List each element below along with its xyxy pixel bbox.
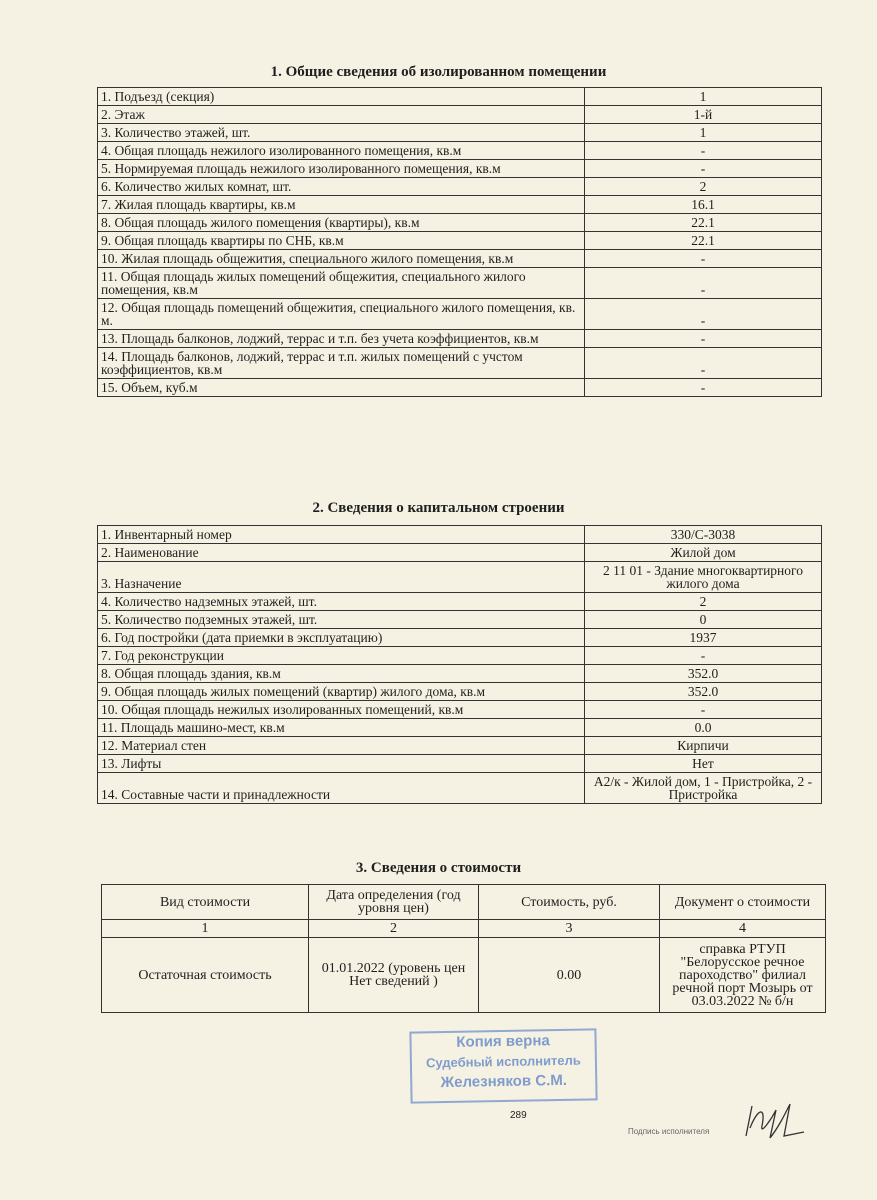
- header-cost-type: Вид стоимости: [102, 885, 309, 920]
- section2-title: 2. Сведения о капитальном строении: [312, 500, 565, 516]
- table-row: [98, 611, 822, 629]
- row-label: 4. Общая площадь нежилого изолированного помещения, кв.м: [98, 142, 585, 160]
- copy-certified-stamp: [409, 1028, 597, 1103]
- table-row: [98, 250, 822, 268]
- table-row: [98, 178, 822, 196]
- row-value: 22.1: [585, 214, 822, 232]
- row-value: Жилой дом: [585, 544, 822, 562]
- row-value: 22.1: [585, 232, 822, 250]
- capital-building-table: [97, 525, 822, 804]
- row-value: 1937: [585, 629, 822, 647]
- row-value: Кирпичи: [585, 737, 822, 755]
- isolated-premises-table: [97, 87, 822, 397]
- table-row: [98, 683, 822, 701]
- section3-title: 3. Сведения о стоимости: [355, 860, 522, 876]
- table-row: [98, 232, 822, 250]
- row-value: -: [585, 330, 822, 348]
- row-value: -: [585, 379, 822, 397]
- row-label: 10. Жилая площадь общежития, специального жилого помещения, кв.м: [98, 250, 585, 268]
- column-number: 3: [479, 920, 660, 938]
- stamp-line: Копия верна: [456, 1032, 550, 1051]
- cost-type: Остаточная стоимость: [102, 938, 309, 1013]
- row-label: 8. Общая площадь жилого помещения (квартиры), кв.м: [98, 214, 585, 232]
- table-row: [98, 526, 822, 544]
- table-row: [98, 773, 822, 804]
- table-row: [98, 737, 822, 755]
- signature-caption: Подпись исполнителя: [628, 1127, 710, 1136]
- row-label: 7. Жилая площадь квартиры, кв.м: [98, 196, 585, 214]
- table-row: [98, 755, 822, 773]
- cost-document: справка РТУП "Белорусское речное пароходство" филиал речной порт Мозырь от 03.03.2022 № б/н: [660, 938, 826, 1013]
- table-row: [98, 299, 822, 330]
- row-value: -: [585, 348, 822, 379]
- row-value: 330/С-3038: [585, 526, 822, 544]
- row-label: 4. Количество надземных этажей, шт.: [98, 593, 585, 611]
- row-value: 352.0: [585, 665, 822, 683]
- table-row: [98, 719, 822, 737]
- row-label: 15. Объем, куб.м: [98, 379, 585, 397]
- cost-table: [101, 884, 826, 1013]
- row-label: 14. Составные части и принадлежности: [98, 773, 585, 804]
- stamp-line: Железняков С.М.: [440, 1071, 568, 1092]
- column-number: 2: [309, 920, 479, 938]
- row-value: 1: [585, 124, 822, 142]
- table-row: [98, 160, 822, 178]
- row-label: 10. Общая площадь нежилых изолированных помещений, кв.м: [98, 701, 585, 719]
- header-cost: Стоимость, руб.: [479, 885, 660, 920]
- header-document: Документ о стоимости: [660, 885, 826, 920]
- row-label: 3. Количество этажей, шт.: [98, 124, 585, 142]
- row-label: 2. Наименование: [98, 544, 585, 562]
- row-label: 5. Количество подземных этажей, шт.: [98, 611, 585, 629]
- row-label: 13. Лифты: [98, 755, 585, 773]
- row-value: 2: [585, 593, 822, 611]
- table-row: [98, 379, 822, 397]
- row-value: -: [585, 299, 822, 330]
- table-row: [98, 330, 822, 348]
- row-value: 2: [585, 178, 822, 196]
- table-row: [98, 544, 822, 562]
- table-row: [98, 214, 822, 232]
- row-label: 5. Нормируемая площадь нежилого изолированного помещения, кв.м: [98, 160, 585, 178]
- signature-icon: [738, 1098, 808, 1143]
- row-value: 1-й: [585, 106, 822, 124]
- table-row: [98, 629, 822, 647]
- table-header-row: [102, 885, 826, 920]
- page-number: 289: [510, 1110, 527, 1121]
- table-row: [98, 665, 822, 683]
- column-number: 4: [660, 920, 826, 938]
- row-label: 11. Общая площадь жилых помещений общежития, специального жилого помещения, кв.м: [98, 268, 585, 299]
- row-value: -: [585, 701, 822, 719]
- cost-value: 0.00: [479, 938, 660, 1013]
- table-row: [98, 268, 822, 299]
- section1-title: 1. Общие сведения об изолированном помещении: [270, 64, 607, 80]
- row-label: 14. Площадь балконов, лоджий, террас и т.п. жилых помещений с учстом коэффициентов, кв.м: [98, 348, 585, 379]
- table-row: [98, 562, 822, 593]
- row-value: 1: [585, 88, 822, 106]
- header-date: Дата определения (год уровня цен): [309, 885, 479, 920]
- row-value: Нет: [585, 755, 822, 773]
- table-row: [98, 348, 822, 379]
- row-label: 13. Площадь балконов, лоджий, террас и т.п. без учета коэффициентов, кв.м: [98, 330, 585, 348]
- row-label: 12. Материал стен: [98, 737, 585, 755]
- stamp-line: Судебный исполнитель: [425, 1052, 581, 1071]
- row-value: 352.0: [585, 683, 822, 701]
- row-label: 3. Назначение: [98, 562, 585, 593]
- row-label: 6. Год постройки (дата приемки в эксплуатацию): [98, 629, 585, 647]
- table-row: [98, 701, 822, 719]
- table-row: [98, 593, 822, 611]
- row-value: -: [585, 268, 822, 299]
- row-value: 0.0: [585, 719, 822, 737]
- row-label: 9. Общая площадь квартиры по СНБ, кв.м: [98, 232, 585, 250]
- row-value: -: [585, 647, 822, 665]
- column-number-row: [102, 920, 826, 938]
- table-row: [102, 938, 826, 1013]
- table-row: [98, 647, 822, 665]
- row-label: 11. Площадь машино-мест, кв.м: [98, 719, 585, 737]
- row-label: 8. Общая площадь здания, кв.м: [98, 665, 585, 683]
- table-row: [98, 142, 822, 160]
- row-label: 1. Инвентарный номер: [98, 526, 585, 544]
- table-row: [98, 88, 822, 106]
- cost-date: 01.01.2022 (уровень цен Нет сведений ): [309, 938, 479, 1013]
- row-label: 2. Этаж: [98, 106, 585, 124]
- row-value: 2 11 01 - Здание многоквартирного жилого дома: [585, 562, 822, 593]
- table-row: [98, 196, 822, 214]
- row-label: 9. Общая площадь жилых помещений (квартир) жилого дома, кв.м: [98, 683, 585, 701]
- row-value: А2/к - Жилой дом, 1 - Пристройка, 2 - Пристройка: [585, 773, 822, 804]
- table-row: [98, 106, 822, 124]
- row-label: 7. Год реконструкции: [98, 647, 585, 665]
- column-number: 1: [102, 920, 309, 938]
- row-label: 12. Общая площадь помещений общежития, специального жилого помещения, кв. м.: [98, 299, 585, 330]
- row-value: 0: [585, 611, 822, 629]
- row-label: 6. Количество жилых комнат, шт.: [98, 178, 585, 196]
- row-value: -: [585, 160, 822, 178]
- row-value: 16.1: [585, 196, 822, 214]
- row-value: -: [585, 250, 822, 268]
- row-value: -: [585, 142, 822, 160]
- table-row: [98, 124, 822, 142]
- row-label: 1. Подъезд (секция): [98, 88, 585, 106]
